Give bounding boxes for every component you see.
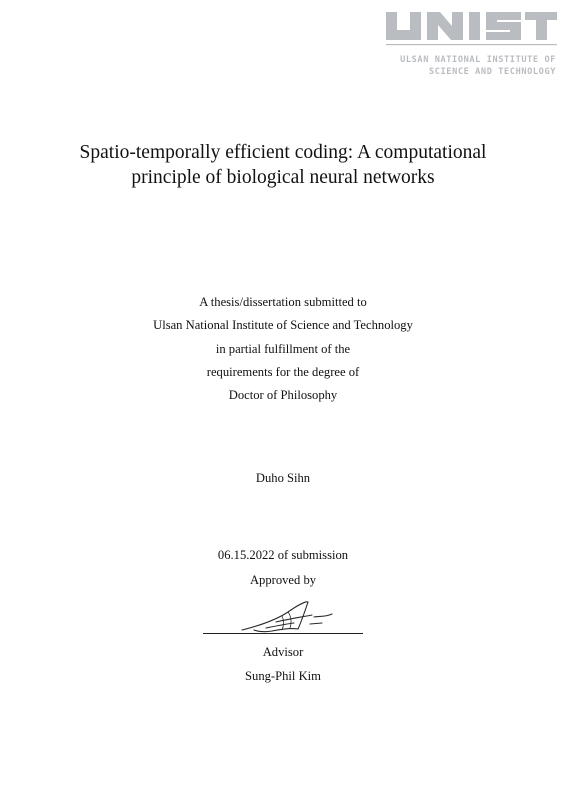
submission-date: 06.15.2022 of submission (217, 548, 349, 562)
submission-line: requirements for the degree of (206, 364, 360, 379)
thesis-title-line2: principle of biological neural networks (131, 167, 435, 188)
signature-line (203, 633, 363, 634)
advisor-name: Sung-Phil Kim (245, 669, 321, 683)
submission-line: A thesis/dissertation submitted to (199, 295, 367, 309)
advisor-signature (236, 598, 336, 636)
submission-statement (0, 291, 566, 407)
thesis-title (40, 140, 526, 190)
author-name: Duho Sihn (255, 471, 311, 485)
submission-line: Doctor of Philosophy (228, 388, 338, 403)
logo-institution-line1: ULSAN NATIONAL INSTITUTE OF (400, 55, 556, 65)
advisor-label: Advisor (262, 645, 304, 659)
unist-wordmark (384, 8, 560, 48)
submission-line: in partial fulfillment of the (215, 341, 351, 356)
approved-by-label: Approved by (249, 573, 317, 587)
submission-line: Ulsan National Institute of Science and Technology (153, 318, 413, 333)
unist-logo (384, 8, 560, 80)
thesis-title-line1: Spatio-temporally efficient coding: A computational (79, 142, 487, 163)
logo-institution-line2: SCIENCE AND TECHNOLOGY (428, 67, 556, 77)
